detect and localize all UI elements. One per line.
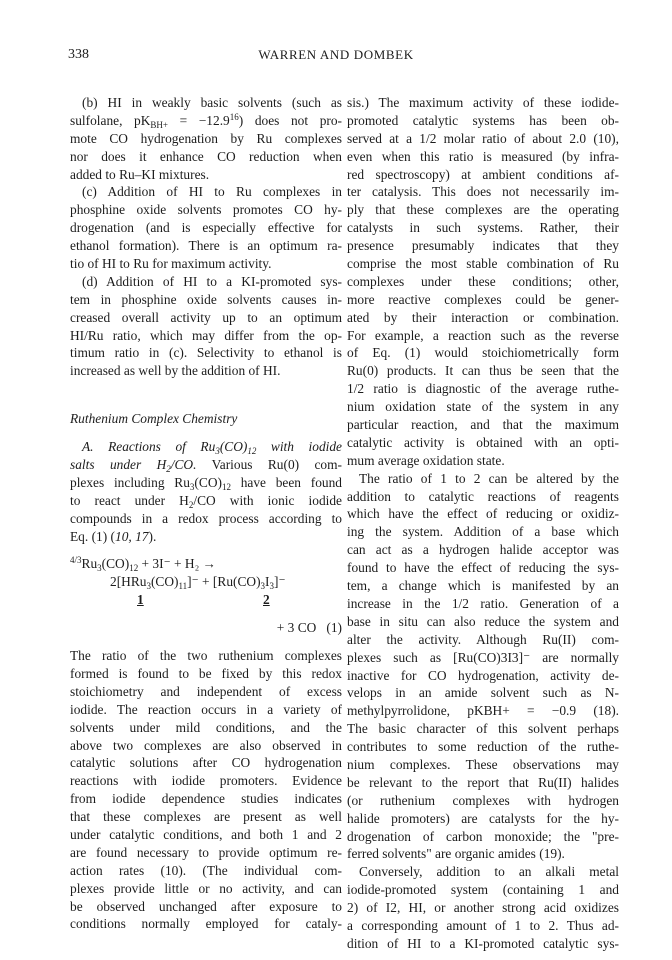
text-line: tio of HI to Ru for maximum activity. — [70, 256, 272, 272]
text-line: methylpyrrolidone, pKBH+ = −0.9 (18). — [347, 703, 619, 719]
text-line: increased as well by the addition of HI. — [70, 363, 281, 379]
text-line: added to Ru–KI mixtures. — [70, 166, 210, 182]
text-line: sis.) The maximum activity of these iodide- — [347, 95, 619, 110]
text-line: The ratio of the two ruthenium complexes — [70, 648, 342, 664]
text-line: 1/2 ratio is diagnostic of the average ruthe- — [347, 381, 619, 397]
text-line: more reactive complexes could be gener- — [347, 291, 619, 307]
text-line: a corresponding amount of 1 to 2. Thus ad- — [347, 917, 619, 933]
text-line: (c) Addition of HI to Ru complexes in — [82, 184, 342, 200]
text-line: presence presumably indicates that they — [347, 238, 619, 254]
text-line: (b) HI in weakly basic solvents (such as — [82, 95, 342, 110]
text-line: drogenation of carbon monoxide; the "pre- — [347, 828, 619, 844]
text-line: reactions with iodide promoters. Evidence — [70, 773, 342, 789]
text-line: iodide. The reaction occurs in a variety of — [70, 701, 342, 717]
text-line: formed is found to be fixed by this redox — [70, 665, 342, 681]
equation-number: (1) — [326, 620, 342, 636]
text-line: 2) of I2, HI, or another strong acid oxidizes — [347, 900, 619, 916]
text-line: even when this ratio is measured (by infra- — [347, 148, 619, 164]
text-line: (d) Addition of HI to a KI-promoted sys- — [82, 273, 342, 289]
text-line: For example, a reaction such as the reverse — [347, 327, 619, 343]
text-line: mote CO hydrogenation by Ru complexes — [70, 130, 342, 146]
text-line: phosphine oxide solvents promotes CO hy- — [70, 202, 342, 218]
page-number: 338 — [68, 47, 89, 62]
text-line: Conversely, addition to an alkali metal — [359, 864, 619, 880]
text-line: dition of HI to a KI-promoted catalytic sys- — [347, 935, 619, 951]
text-line: addition to catalytic reactions of reagents — [347, 488, 619, 504]
text-line: that these complexes are present as well — [70, 809, 342, 825]
text-line: plexes such as [Ru(CO)3I3]⁻ are normally — [347, 649, 619, 665]
text-line: particular reaction, and that the maximum — [347, 417, 619, 433]
text-line: nium oxidation state of the system in any — [347, 399, 619, 415]
compound-label-2: 2 — [263, 592, 270, 608]
text-line: sulfolane, $pK_{BH+} = -12.9^{16}$) does not pro- — [70, 111, 342, 130]
text-line: velops in an amide solvent such as N- — [347, 685, 619, 701]
text-line: conditions normally employed for cataly- — [70, 916, 342, 932]
text-line: iodide-promoted system (containing 1 and — [347, 882, 619, 898]
text-line: comprise the most stable combination of Ru — [347, 256, 619, 272]
text-line: promoted catalytic systems has been ob- — [347, 112, 619, 128]
text-line: found to have the effect of reducing the sys- — [347, 560, 619, 576]
text-line: ethanol formation). There is an optimum ra- — [70, 238, 342, 254]
text-line: red spectroscopy) at ambient conditions af- — [347, 166, 619, 182]
text-line: ferred solvents" are organic amides (19). — [347, 846, 565, 862]
text-line: catalytic solutions after CO hydrogenation — [70, 755, 342, 771]
text-line: catalytic activity is obtained with an opti- — [347, 434, 619, 450]
left-column — [70, 94, 342, 933]
text-line: ply that these complexes are the operating — [347, 202, 619, 218]
text-line: salts under $H_2/CO$. Various Ru(0) com- — [70, 457, 342, 474]
text-line: (or ruthenium complexes with hydrogen — [347, 792, 619, 808]
equation-line: $2[HRu_3(CO)_{11}]^- + [Ru(CO)_3I_3]^-$ — [110, 574, 286, 592]
text-line: alter the activity. Although Ru(II) com- — [347, 631, 619, 647]
text-line: to react under $H_2/CO$ with ionic iodide — [70, 492, 342, 510]
text-line: inactive for CO hydrogenation, activity de- — [347, 667, 619, 683]
text-line: solvents under mild conditions, and the — [70, 719, 342, 735]
text-line: tem in phosphine oxide solvents causes in- — [70, 291, 342, 307]
compound-labels — [70, 591, 342, 609]
text-line: from iodide dependence studies indicates — [70, 791, 342, 807]
text-line: of Eq. (1) would stoichiometrically form — [347, 345, 619, 361]
text-line: nor does it enhance CO reduction when — [70, 148, 342, 164]
text-line: tem, a change which is manifested by an — [347, 578, 619, 594]
text-line: creased overall activity up to an optimum — [70, 309, 342, 325]
compound-label-1: 1 — [137, 592, 144, 608]
equation-line: + 3 CO (1) — [276, 620, 342, 636]
text-line: The basic character of this solvent perhaps — [347, 721, 619, 737]
text-line: which have the effect of reducing or oxidiz- — [347, 506, 619, 522]
text-line: complexes under these conditions; other, — [347, 273, 619, 289]
section-heading: Ruthenium Complex Chemistry — [70, 411, 238, 427]
text-line: stoichiometry and independent of excess — [70, 683, 342, 699]
text-line: HI/Ru ratio, which may differ from the op- — [70, 327, 342, 343]
text-line: Ru(0) products. It can thus be seen that the — [347, 363, 619, 379]
text-line: catalysts in such systems. Rather, their — [347, 220, 619, 236]
subsection-heading: A. Reactions of $Ru_3(CO)_{12}$ with iodide — [82, 439, 342, 457]
text-line: are found necessary to provide optimum re- — [70, 844, 342, 860]
text-line: be relevant to the report that Ru(II) halides — [347, 774, 619, 790]
text-line: action rates (10). (The individual com- — [70, 862, 342, 878]
text-line: served at a 1/2 molar ratio of about 2.0 (10), — [347, 130, 619, 146]
right-column — [347, 94, 619, 953]
text-line: Eq. (1) (10, 17). — [70, 528, 157, 544]
text-line: ing the system. Addition of a base which — [347, 524, 619, 540]
equation-line: $^{4/3}Ru_3(CO)_{12} + 3I^- + H_2$ → — [70, 555, 216, 574]
text-line: mum average oxidation state. — [347, 452, 505, 468]
text-line: plexes including $Ru_3(CO)_{12}$ have been found — [70, 474, 342, 492]
text-line: nium complexes. These observations may — [347, 756, 619, 772]
text-line: drogenation (and is especially effective for — [70, 220, 342, 236]
text-line: The ratio of 1 to 2 can be altered by the — [359, 470, 619, 486]
text-line: halide promoters) are catalysts for the hy- — [347, 810, 619, 826]
text-line: be observed unchanged after exposure to — [70, 898, 342, 914]
text-line: under catalytic conditions, and both 1 and 2 — [70, 826, 342, 842]
text-line: timum ratio in (c). Selectivity to ethanol is — [70, 345, 342, 361]
text-line: compounds in a redox process according to — [70, 510, 342, 526]
text-line: base in situ can also reduce the system and — [347, 613, 619, 629]
text-line: ter catalysis. This does not necessarily im- — [347, 184, 619, 200]
running-head: WARREN AND DOMBEK — [258, 47, 414, 62]
text-line: contributes to some reduction of the ruthe- — [347, 739, 619, 755]
text-line: increase in the 1/2 ratio. Generation of a — [347, 595, 619, 611]
text-line: above two complexes are also observed in — [70, 737, 342, 753]
text-line: plexes provide little or no activity, and can — [70, 880, 342, 896]
text-line: ated by their interaction or combination. — [347, 309, 619, 325]
text-line: can act as a hydrogen halide acceptor was — [347, 542, 619, 558]
